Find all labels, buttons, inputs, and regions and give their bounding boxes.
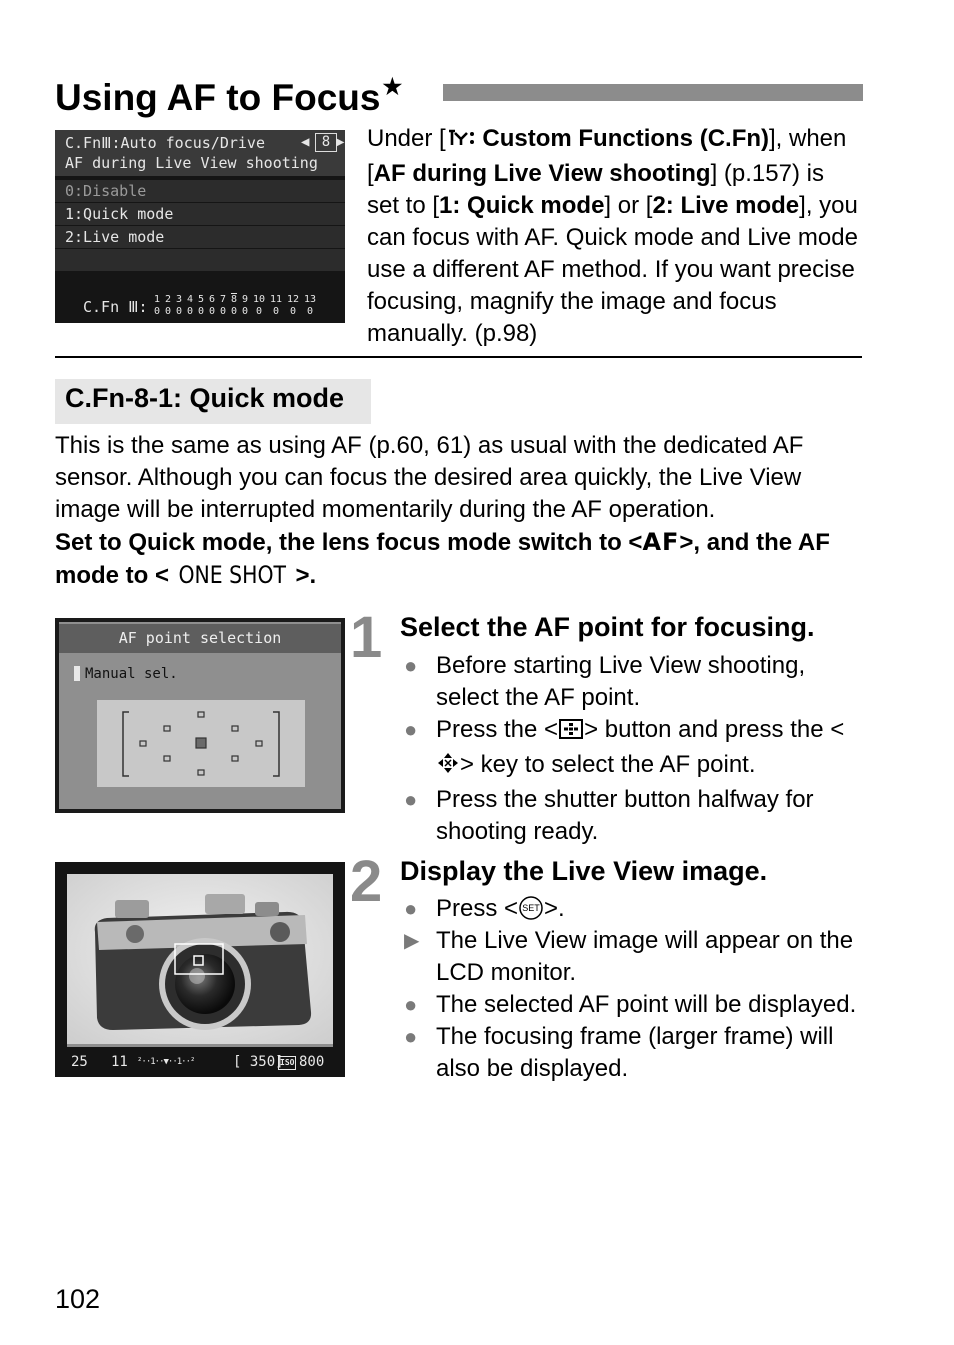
cfn-num: 9	[241, 294, 249, 305]
intro-text: ] (p.157) is set to [	[367, 160, 824, 219]
exposure-level-scale: ²··1··▼··1··²	[137, 1057, 195, 1067]
af-mode-label: Manual sel.	[85, 666, 178, 682]
cfn-num: 12	[286, 294, 300, 305]
intro-text: ], when [	[367, 125, 847, 187]
bullet-icon: ●	[404, 1024, 418, 1049]
cfn-val: 0	[241, 306, 249, 317]
af-point-grid	[97, 700, 305, 787]
live-view-info-bar	[55, 1048, 345, 1077]
af-points-diagram	[97, 700, 305, 787]
cfn-num: 1	[153, 294, 161, 305]
af-point-screen	[55, 618, 345, 813]
cfn-val: 0	[186, 306, 194, 317]
cfn-num: 11	[269, 294, 283, 305]
cfn-num: 7	[219, 294, 227, 305]
cfn-line-2: AF during Live View shooting	[65, 154, 318, 172]
iso-badge: ISO	[278, 1056, 296, 1070]
title-text: Using AF to Focus	[55, 77, 381, 118]
list-item	[400, 1021, 865, 1085]
title-rule-bar	[443, 84, 863, 101]
bullet-text: > key to select the AF point.	[460, 751, 756, 778]
cfn-num: 13	[303, 294, 317, 305]
step-1-title: Select the AF point for focusing.	[400, 612, 815, 642]
iso-value: 800	[299, 1054, 325, 1070]
custom-functions-icon	[446, 126, 476, 158]
live-mode-label: 2: Live mode	[652, 192, 800, 219]
section-divider	[55, 356, 862, 358]
set-label: SET	[522, 903, 540, 913]
step-2-number: 2	[350, 849, 383, 914]
intro-text: Under [	[367, 125, 446, 152]
cfn-num: 2	[164, 294, 172, 305]
bullet-text: >.	[544, 895, 565, 922]
list-item	[400, 784, 865, 848]
bullet-text: The focusing frame (larger frame) will also be displayed.	[436, 1023, 834, 1082]
page-left-arrow-icon: ◀	[301, 134, 310, 150]
cfn-option-1: 1:Quick mode	[65, 205, 174, 223]
shutter-speed: 25	[71, 1054, 88, 1070]
intro-text: ] or [	[604, 192, 653, 219]
cfn-val: 0	[306, 306, 314, 317]
intro-text: ], you can focus with AF. Quick mode and Live mode use a different AF method. If you want precise focusing, magnify the image and focus manually. (p.98)	[367, 192, 858, 347]
cfn-footer-numbers	[152, 294, 318, 305]
bold-instruction: >.	[295, 562, 317, 589]
cfn-val: 0	[255, 306, 263, 317]
bullet-text: The selected AF point will be displayed.	[436, 991, 857, 1018]
cfn-option-2: 2:Live mode	[65, 228, 165, 246]
cfn-footer-values	[152, 306, 318, 317]
cfn-val: 0	[175, 306, 183, 317]
cfn-num: 3	[175, 294, 183, 305]
selection-marker-icon	[74, 666, 80, 681]
list-item	[400, 893, 865, 925]
live-view-screen	[55, 862, 345, 1077]
shots-remaining: [ 350]	[233, 1054, 284, 1070]
bullet-icon: ●	[404, 787, 418, 812]
section-paragraph	[55, 430, 865, 592]
bullet-icon: ●	[404, 653, 418, 678]
camera-photo	[55, 862, 345, 1077]
section-text: This is the same as using AF (p.60, 61) as usual with the dedicated AF sensor. Although you can focus the desired area quickly, the Live View image will be interrupted momentarily during the AF operation.	[55, 432, 804, 523]
cfn-option-0: 0:Disable	[65, 182, 147, 200]
page-title	[55, 62, 402, 123]
page-number: 102	[55, 1284, 101, 1314]
bullet-icon: ●	[404, 896, 418, 921]
cfn-num: 4	[186, 294, 194, 305]
cross-keys-icon	[436, 751, 460, 784]
result-arrow-icon: ▶	[404, 930, 420, 952]
cfn-screen	[55, 130, 345, 323]
cfn-val: 0	[230, 306, 238, 317]
step-2-list	[400, 893, 865, 1085]
bullet-text: The Live View image will appear on the LCD monitor.	[436, 927, 854, 986]
list-item	[400, 650, 865, 714]
cfn-num-selected: 8	[230, 294, 238, 305]
list-item	[400, 925, 865, 989]
aperture-value: 11	[111, 1054, 128, 1070]
cfn-val: 0	[289, 306, 297, 317]
cfn-val: 0	[219, 306, 227, 317]
bullet-text: Press the shutter button halfway for shooting ready.	[436, 786, 814, 845]
bullet-icon: ●	[404, 717, 418, 742]
quick-mode-label: 1: Quick mode	[439, 192, 605, 219]
cfn-num: 10	[252, 294, 266, 305]
cfn-val: 0	[208, 306, 216, 317]
one-shot-symbol: ONE SHOT	[178, 561, 286, 589]
af-symbol: AF	[642, 528, 680, 556]
cfn-num: 6	[208, 294, 216, 305]
step-1-number: 1	[350, 605, 383, 670]
step-1-list	[400, 650, 865, 848]
intro-paragraph	[367, 123, 862, 350]
star-icon: ★	[382, 74, 403, 99]
cfn-num: 5	[197, 294, 205, 305]
bold-instruction: Set to Quick mode, the lens focus mode switch to <	[55, 529, 643, 556]
bullet-text: > button and press the <	[584, 716, 845, 743]
af-point-select-button-icon	[558, 717, 584, 749]
section-heading: C.Fn-8-1: Quick mode	[55, 379, 371, 424]
cfn-val: 0	[164, 306, 172, 317]
bullet-icon: ●	[404, 992, 418, 1017]
setting-name: AF during Live View shooting	[373, 160, 711, 187]
bullet-text: Press the <	[436, 716, 559, 743]
step-2-title: Display the Live View image.	[400, 856, 768, 886]
bullet-text: Press <	[436, 895, 519, 922]
cfn-label: Custom Functions (C.Fn)	[475, 125, 769, 152]
set-button-icon	[518, 895, 544, 921]
bullet-text: Before starting Live View shooting, select the AF point.	[436, 652, 806, 711]
page-right-arrow-icon: ▶	[336, 134, 345, 150]
list-item	[400, 714, 865, 784]
list-item	[400, 989, 865, 1021]
af-screen-title: AF point selection	[59, 624, 341, 653]
cfn-footer-label: C.Fn Ⅲ:	[83, 298, 148, 316]
cfn-line-1: C.FnⅢ:Auto focus/Drive	[65, 134, 265, 152]
cfn-val: 0	[197, 306, 205, 317]
bold-instruction: >, and the AF mode to <	[55, 529, 830, 589]
cfn-val: 0	[153, 306, 161, 317]
cfn-val: 0	[272, 306, 280, 317]
cfn-page-badge: 8	[315, 133, 337, 152]
